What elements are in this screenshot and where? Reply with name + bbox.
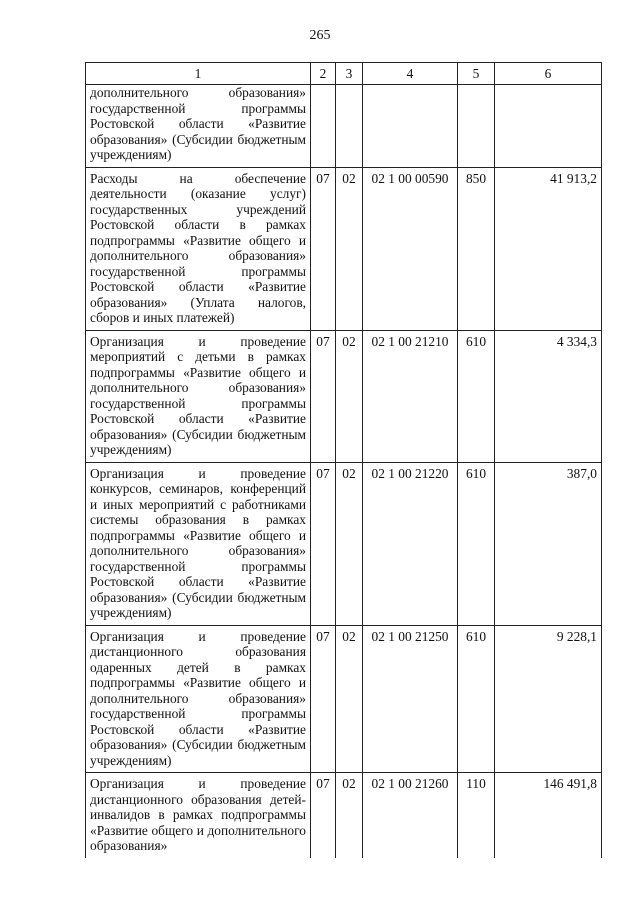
row-subsection: 02 (336, 167, 363, 330)
header-col-5: 5 (458, 63, 495, 85)
row-description: Организация и проведение конкурсов, семинаров, конференций и иных мероприятий с работниками системы образования в рамках подпрограммы «Развитие общего и дополнительного образования» государственной программы Ростовской области «Развитие образования» (Субсидии бюджетным учреждениям) (86, 462, 311, 625)
row-subsection: 02 (336, 625, 363, 773)
table-body (86, 85, 602, 858)
budget-table (85, 62, 602, 858)
row-amount: 387,0 (495, 462, 602, 625)
row-section: 07 (311, 625, 336, 773)
row-target-code: 02 1 00 21210 (363, 330, 458, 462)
row-section: 07 (311, 330, 336, 462)
table-row (86, 462, 602, 625)
header-row (86, 63, 602, 85)
header-col-1: 1 (86, 63, 311, 85)
table-row (86, 330, 602, 462)
row-subsection: 02 (336, 773, 363, 858)
row-target-code: 02 1 00 00590 (363, 167, 458, 330)
row-amount: 9 228,1 (495, 625, 602, 773)
row-expense-type: 110 (458, 773, 495, 858)
row-subsection (336, 85, 363, 168)
row-target-code: 02 1 00 21250 (363, 625, 458, 773)
row-section: 07 (311, 167, 336, 330)
header-col-4: 4 (363, 63, 458, 85)
row-expense-type: 610 (458, 462, 495, 625)
table-row (86, 85, 602, 168)
row-amount: 41 913,2 (495, 167, 602, 330)
row-amount: 146 491,8 (495, 773, 602, 858)
row-description: Организация и проведение дистанционного образования детей-инвалидов в рамках подпрограммы «Развитие общего и дополнительного образования» (86, 773, 311, 858)
row-description: Организация и проведение мероприятий с детьми в рамках подпрограммы «Развитие общего и дополнительного образования» государственной программы Ростовской области «Развитие образования» (Субсидии бюджетным учреждениям) (86, 330, 311, 462)
row-target-code: 02 1 00 21220 (363, 462, 458, 625)
row-section: 07 (311, 773, 336, 858)
row-expense-type: 610 (458, 625, 495, 773)
row-amount: 4 334,3 (495, 330, 602, 462)
row-amount (495, 85, 602, 168)
row-description: Расходы на обеспечение деятельности (оказание услуг) государственных учреждений Ростовской области в рамках подпрограммы «Развитие общего и дополнительного образования» государственной программы Ростовской области «Развитие образования» (Уплата налогов, сборов и иных платежей) (86, 167, 311, 330)
table-row (86, 773, 602, 858)
header-col-2: 2 (311, 63, 336, 85)
table-row (86, 625, 602, 773)
page-number: 265 (309, 28, 331, 43)
row-target-code (363, 85, 458, 168)
table-header (86, 63, 602, 85)
row-description: Организация и проведение дистанционного образования одаренных детей в рамках подпрограммы «Развитие общего и дополнительного образования» государственной программы Ростовской области «Развитие образования» (Субсидии бюджетным учреждениям) (86, 625, 311, 773)
header-col-3: 3 (336, 63, 363, 85)
row-section: 07 (311, 462, 336, 625)
row-expense-type: 610 (458, 330, 495, 462)
row-subsection: 02 (336, 330, 363, 462)
row-target-code: 02 1 00 21260 (363, 773, 458, 858)
row-expense-type (458, 85, 495, 168)
row-expense-type: 850 (458, 167, 495, 330)
header-col-6: 6 (495, 63, 602, 85)
row-subsection: 02 (336, 462, 363, 625)
row-description: дополнительного образования» государственной программы Ростовской области «Развитие образования» (Субсидии бюджетным учреждениям) (86, 85, 311, 168)
table-row (86, 167, 602, 330)
row-section (311, 85, 336, 168)
